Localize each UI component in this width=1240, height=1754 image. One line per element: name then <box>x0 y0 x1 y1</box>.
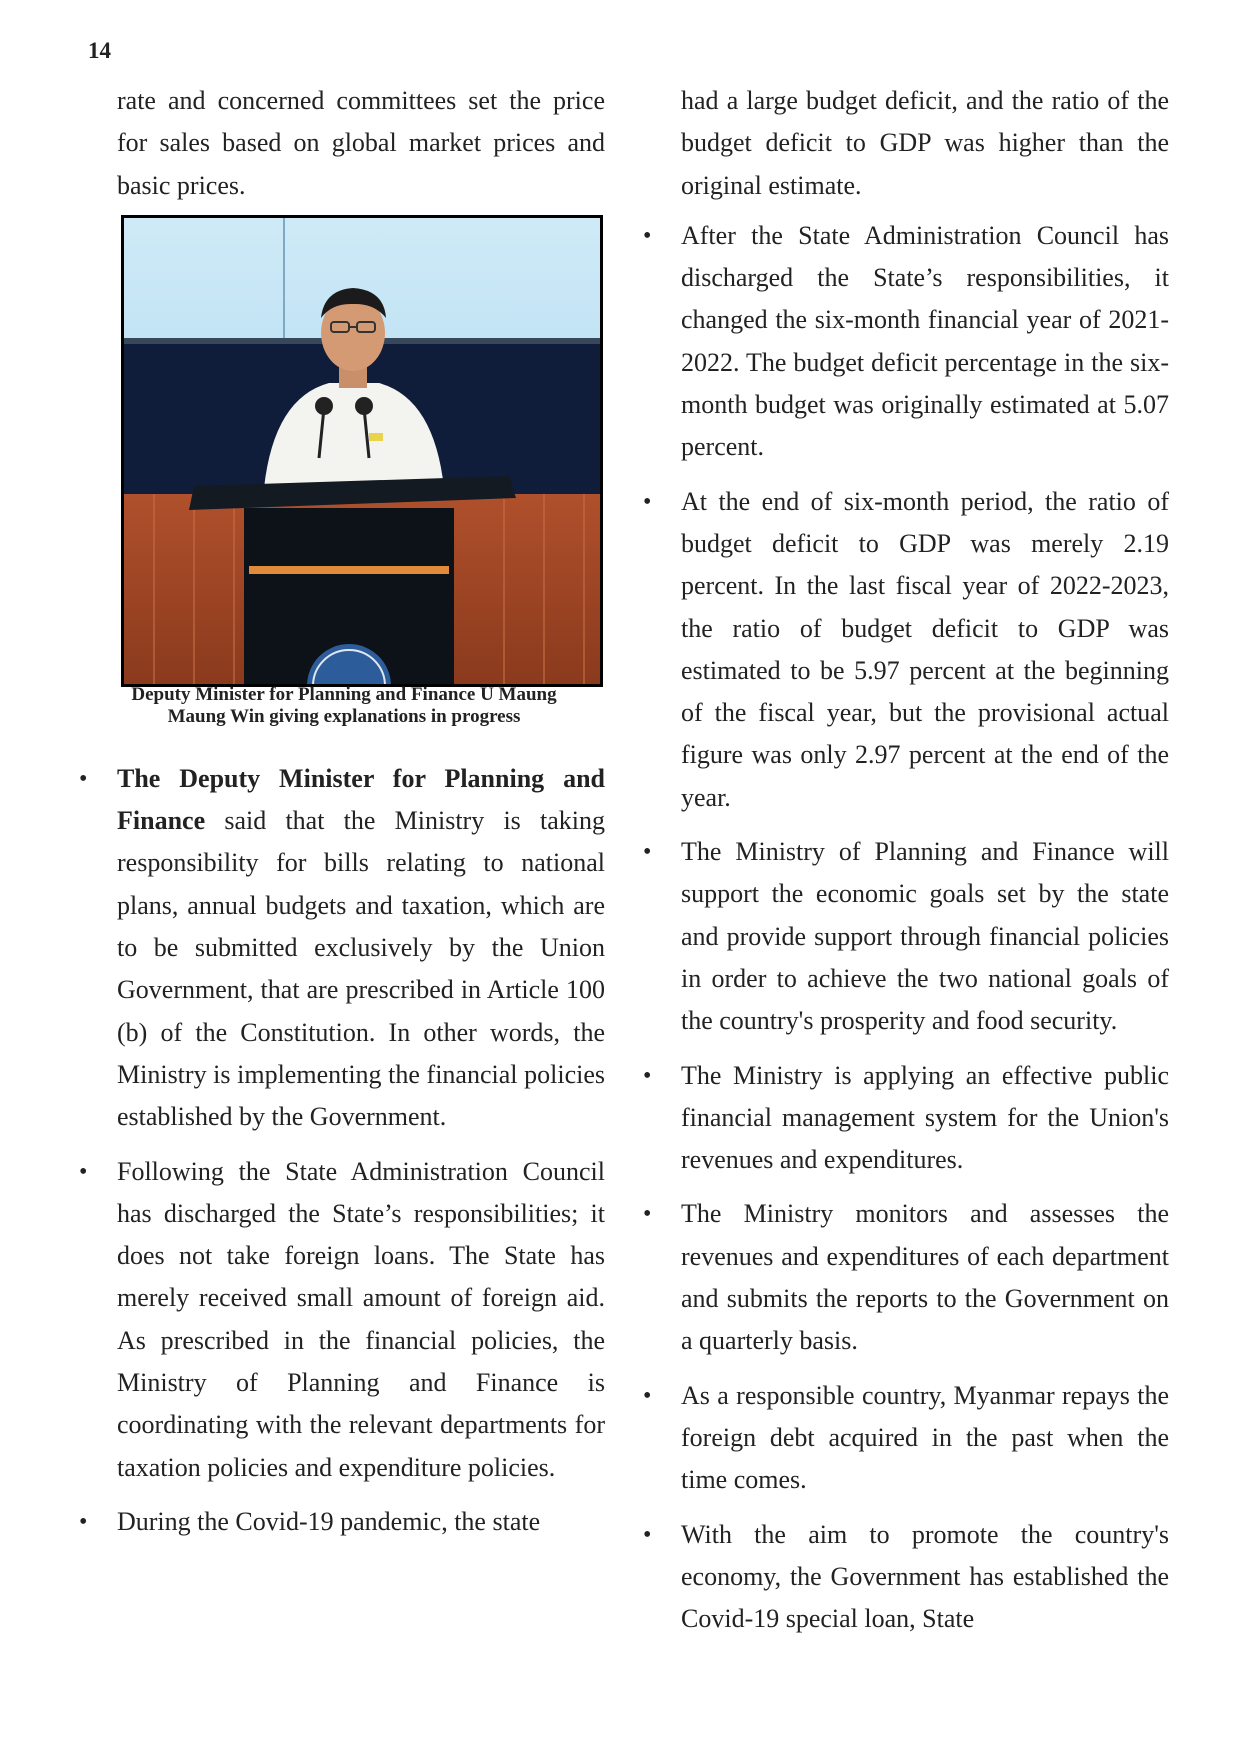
photo-caption-line1: Deputy Minister for Planning and Finance U Maung <box>131 684 557 705</box>
photo-caption-line2: Maung Win giving explanations in progress <box>167 706 521 727</box>
bullet-item: • The Ministry of Planning and Finance will support the economic goals set by the state and provide support through financial policies in order to achieve the two national goals of the country's prosperity and food security. <box>681 831 1169 1042</box>
right-lead-paragraph: had a large budget deficit, and the ratio of the budget deficit to GDP was higher than the original estimate. <box>681 86 1169 200</box>
left-column <box>117 80 605 1555</box>
page-number: 14 <box>88 38 111 63</box>
speaker-photo-illustration <box>124 218 600 684</box>
photo-caption <box>94 684 594 728</box>
bullet-item: • The Ministry monitors and assesses the revenues and expenditures of each department and submits the reports to the Government on a quarterly basis. <box>681 1193 1169 1362</box>
bullet-text: said that the Ministry is taking responsibility for bills relating to national plans, annual budgets and taxation, which are to be submitted exclusively by the Union Government, that are prescribed in Article 100 (b) of the Constitution. In other words, the Ministry is implementing the financial policies established by the Government. <box>117 806 605 1132</box>
left-lead-paragraph: rate and concerned committees set the price for sales based on global market prices and basic prices. <box>117 86 605 200</box>
right-column <box>681 80 1169 1652</box>
bullet-bold-lead: The Deputy Minister for Planning and Finance <box>117 763 605 836</box>
speaker-photo <box>121 215 603 687</box>
bullet-item: • Following the State Administration Council has discharged the State’s responsibilities; it does not take foreign loans. The State has merely received small amount of foreign aid. As prescribed in the financial policies, the Ministry of Planning and Finance is coordinating with the relevant departments for taxation policies and expenditure policies. <box>117 1151 605 1489</box>
bullet-item: • The Ministry is applying an effective public financial management system for the Union's revenues and expenditures. <box>681 1055 1169 1182</box>
bullet-item: • With the aim to promote the country's economy, the Government has established the Covid-19 special loan, State <box>681 1514 1169 1641</box>
bullet-item <box>117 758 605 1139</box>
bullet-item: • At the end of six-month period, the ratio of budget deficit to GDP was merely 2.19 percent. In the last fiscal year of 2022-2023, the ratio of budget deficit to GDP was estimated to be 5.97 percent at the beginning of the fiscal year, but the provisional actual figure was only 2.97 percent at the end of the year. <box>681 481 1169 819</box>
bullet-item: • During the Covid-19 pandemic, the state <box>117 1501 605 1543</box>
bullet-item: • As a responsible country, Myanmar repays the foreign debt acquired in the past when the time comes. <box>681 1375 1169 1502</box>
bullet-item: • After the State Administration Council has discharged the State’s responsibilities, it changed the six-month financial year of 2021-2022. The budget deficit percentage in the six-month budget was originally estimated at 5.07 percent. <box>681 215 1169 469</box>
